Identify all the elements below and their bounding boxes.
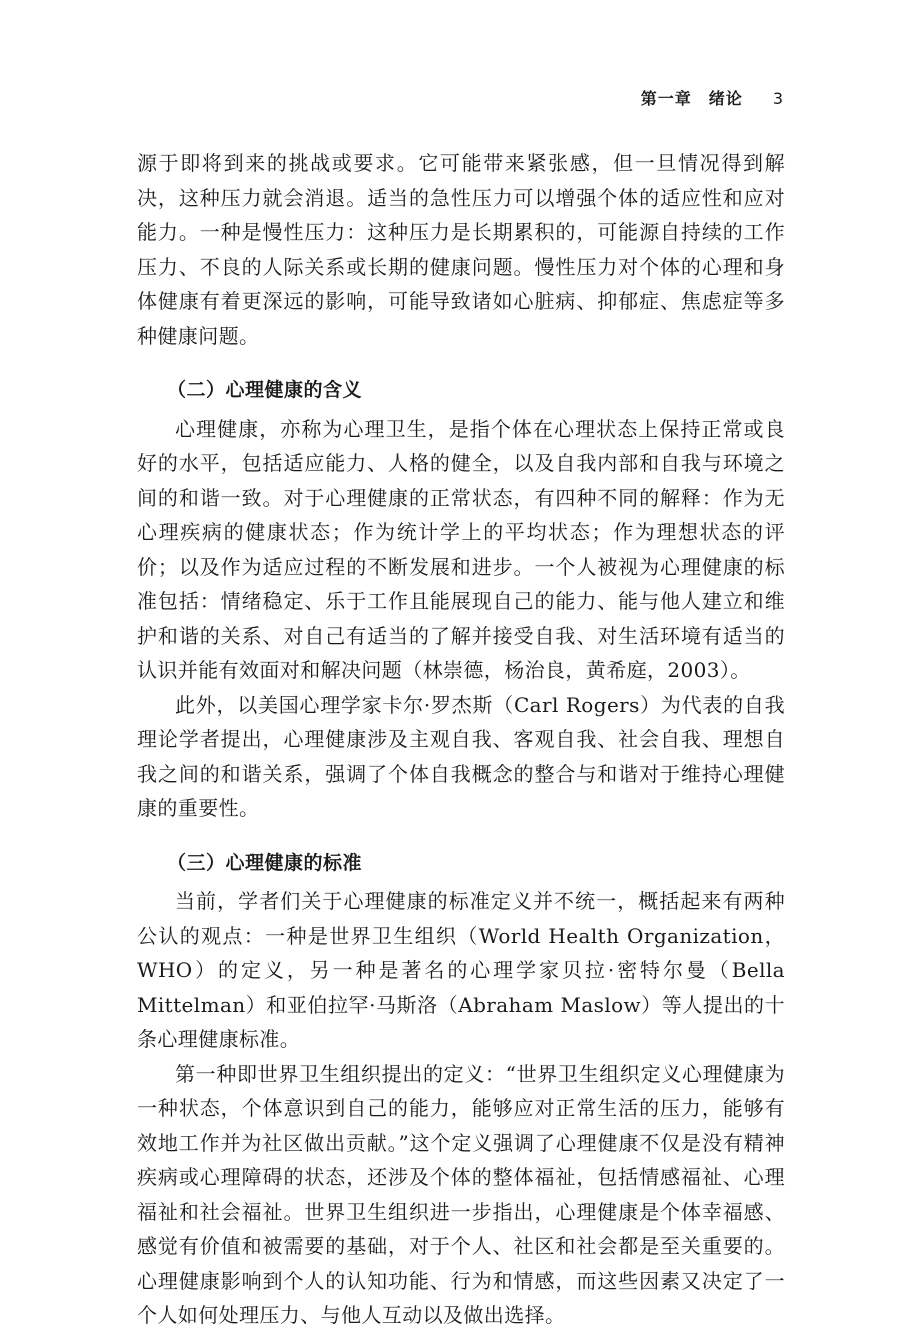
paragraph-rogers-self-theory: 此外，以美国心理学家卡尔·罗杰斯（Carl Rogers）为代表的自我理论学者提出，心理健康涉及主观自我、客观自我、社会自我、理想自我之间的和谐关系，强调了个体自我概念的整合与和谐对于维持心理健康的重要性。: [137, 692, 785, 820]
page-number: 3: [772, 89, 784, 108]
paragraph-who-definition: 第一种即世界卫生组织提出的定义：“世界卫生组织定义心理健康为一种状态，个体意识到自己的能力，能够应对正常生活的压力，能够有效地工作并为社区做出贡献。”这个定义强调了心理健康不仅是没有精神疾病或心理障碍的状态，还涉及个体的整体福祉，包括情感福祉、心理福祉和社会福祉。世界卫生组织进一步指出，心理健康是个体幸福感、感觉有价值和被需要的基础，对于个人、社区和社会都是至关重要的。心理健康影响到个人的认知功能、行为和情感，而这些因素又决定了一个人如何处理压力、与他人互动以及做出选择。: [137, 1061, 785, 1327]
chapter-title: 第一章 绪论: [640, 89, 743, 108]
paragraph-continued: 源于即将到来的挑战或要求。它可能带来紧张感，但一旦情况得到解决，这种压力就会消退。适当的急性压力可以增强个体的适应性和应对能力。一种是慢性压力：这种压力是长期累积的，可能源自持续的工作压力、不良的人际关系或长期的健康问题。慢性压力对个体的心理和身体健康有着更深远的影响，可能导致诸如心脏病、抑郁症、焦虑症等多种健康问题。: [137, 151, 785, 348]
section-heading-mental-health-standards: （三）心理健康的标准: [167, 851, 363, 874]
running-header: [641, 86, 784, 109]
body-text: [137, 146, 785, 1333]
paragraph-mental-health-definition: 心理健康，亦称为心理卫生，是指个体在心理状态上保持正常或良好的水平，包括适应能力、人格的健全，以及自我内部和自我与环境之间的和谐一致。对于心理健康的正常状态，有四种不同的解释：作为无心理疾病的健康状态；作为统计学上的平均状态；作为理想状态的评价；以及作为适应过程的不断发展和进步。一个人被视为心理健康的标准包括：情绪稳定、乐于工作且能展现自己的能力、能与他人建立和维护和谐的关系、对自己有适当的了解并接受自我、对生活环境有适当的认识并能有效面对和解决问题（林崇德，杨治良，黄希庭，2003）。: [137, 416, 785, 682]
paragraph-standards-overview: 当前，学者们关于心理健康的标准定义并不统一，概括起来有两种公认的观点：一种是世界卫生组织（World Health Organization，WHO）的定义，另一种是著名的心理学家贝拉·密特尔曼（Bella Mittelman）和亚伯拉罕·马斯洛（Abraham Maslow）等人提出的十条心理健康标准。: [137, 889, 785, 1051]
section-heading-mental-health-meaning: （二）心理健康的含义: [167, 379, 363, 401]
